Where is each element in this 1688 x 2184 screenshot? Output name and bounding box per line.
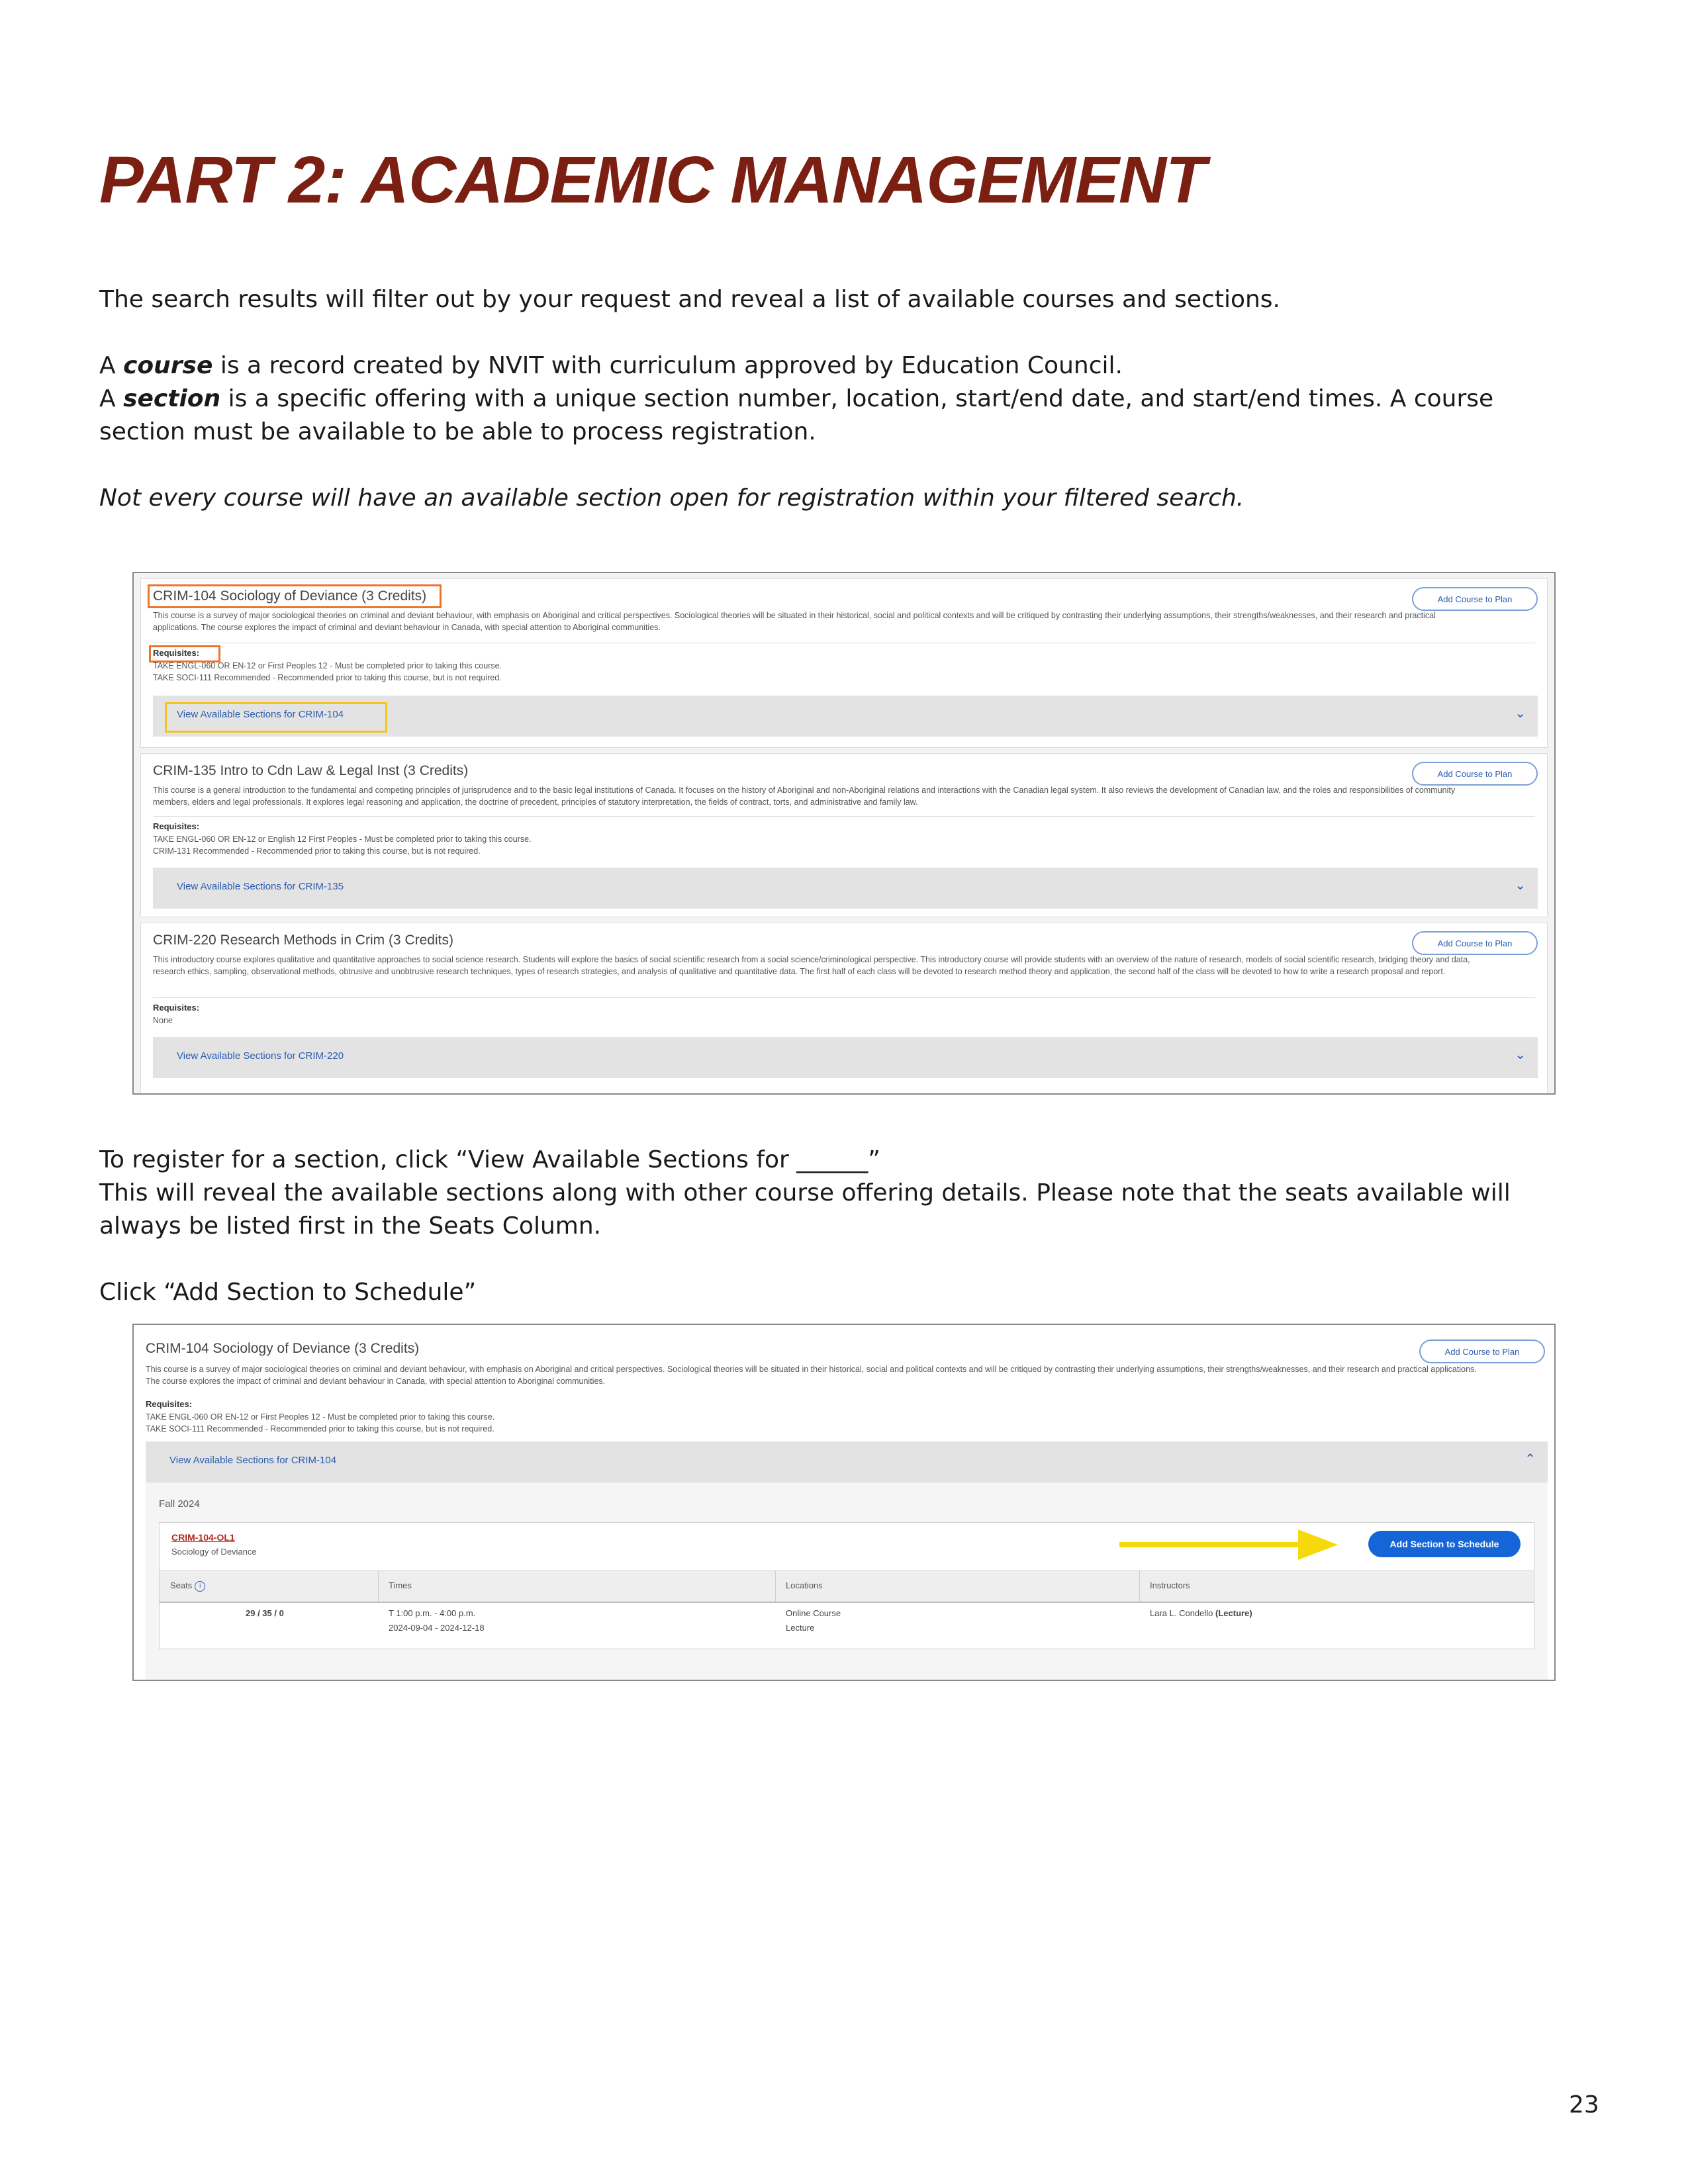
column-header-locations: Locations <box>786 1580 823 1590</box>
chevron-up-icon[interactable]: ⌃ <box>1524 1452 1536 1467</box>
register-detail: This will reveal the available sections along with other course offering details. Please note that the seats available will always be listed first in the Seats Column. <box>99 1179 1511 1240</box>
chevron-down-icon[interactable]: ⌄ <box>1515 706 1526 721</box>
column-header-seats: Seats i <box>170 1580 205 1592</box>
column-header-instructors: Instructors <box>1150 1580 1190 1590</box>
intro-paragraph: The search results will filter out by your request and reveal a list of available courses and sections. <box>99 286 1280 313</box>
click-instruction: Click “Add Section to Schedule” <box>99 1279 477 1306</box>
view-available-sections-link[interactable]: View Available Sections for CRIM-104 <box>169 1455 337 1466</box>
view-link-highlight <box>165 702 387 733</box>
course-title-highlight <box>148 584 442 608</box>
course-title[interactable]: CRIM-104 Sociology of Deviance (3 Credits) <box>146 1341 420 1356</box>
view-available-sections-link[interactable]: View Available Sections for CRIM-104 <box>177 709 344 720</box>
section-term: section <box>123 385 221 412</box>
meeting-dates: 2024-09-04 - 2024-12-18 <box>389 1623 485 1633</box>
course-card-crim-220 <box>140 923 1548 1095</box>
body-text <box>99 283 1575 515</box>
add-course-to-plan-button[interactable]: Add Course to Plan <box>1412 762 1538 786</box>
course-results-screenshot <box>132 572 1556 1095</box>
requisite-item: None <box>153 1016 173 1025</box>
requisite-item: TAKE ENGL-060 OR EN-12 or First Peoples 12 - Must be completed prior to taking this course. <box>153 661 502 670</box>
requisite-item: TAKE ENGL-060 OR EN-12 or English 12 First Peoples - Must be completed prior to taking this course. <box>153 835 532 844</box>
course-description: This course is a survey of major sociological theories on criminal and deviant behaviour, with emphasis on Aboriginal and critical perspectives. Sociological theories will be situated in their historical, social and political contexts and will be critiqued by contrasting their underlying assumptions, their strengths/weaknesses, and their research and practical applications. The course explores the impact of criminal and deviant behaviour in Canada, with special attention to Aboriginal communities. <box>146 1365 1477 1386</box>
meeting-time: T 1:00 p.m. - 4:00 p.m. <box>389 1608 476 1618</box>
view-sections-bar[interactable] <box>153 1037 1538 1078</box>
requisite-item: TAKE SOCI-111 Recommended - Recommended prior to taking this course, but is not required. <box>153 673 502 682</box>
divider <box>153 997 1535 998</box>
info-icon[interactable]: i <box>195 1581 205 1592</box>
add-section-to-schedule-button[interactable]: Add Section to Schedule <box>1368 1531 1521 1557</box>
availability-note: Not every course will have an available section open for registration within your filtered search. <box>99 484 1244 512</box>
course-term: course <box>123 352 213 379</box>
arrow-right-icon <box>1119 1528 1344 1561</box>
course-card-crim-104 <box>140 578 1548 748</box>
column-divider <box>775 1571 776 1602</box>
course-title[interactable]: CRIM-220 Research Methods in Crim (3 Credits) <box>153 933 453 948</box>
course-definition: A course is a record created by NVIT with curriculum approved by Education Council. <box>99 352 1123 379</box>
page-title: PART 2: ACADEMIC MANAGEMENT <box>99 143 1206 217</box>
sections-panel <box>146 1482 1548 1681</box>
view-available-sections-link[interactable]: View Available Sections for CRIM-135 <box>177 881 344 892</box>
course-title[interactable]: CRIM-135 Intro to Cdn Law & Legal Inst (3 Credits) <box>153 763 469 778</box>
column-divider <box>378 1571 379 1602</box>
add-course-to-plan-button[interactable]: Add Course to Plan <box>1412 931 1538 955</box>
requisites-label: Requisites: <box>153 1003 200 1013</box>
course-title[interactable]: CRIM-104 Sociology of Deviance (3 Credits) <box>153 588 427 604</box>
course-description: This course is a general introduction to the fundamental and competing principles of jurisprudence and to the basic legal institutions of Canada. It focuses on the history of Aboriginal and non-Aboriginal relations and interactions with the Canadian legal system. It also reviews the development of Canadian law, and the roles and responsibilities of community members, elders and legal professionals. It explores legal reasoning and application, the doctrine of precedent, principles of statutory interpretation, the fields of contract, torts, and administrative and family law. <box>153 786 1456 807</box>
add-course-to-plan-button[interactable]: Add Course to Plan <box>1419 1340 1545 1363</box>
section-definition: A section is a specific offering with a unique section number, location, start/end date, and start/end times. A course section must be available to be able to process registration. <box>99 385 1494 445</box>
location-value: Online Course <box>786 1608 841 1618</box>
requisite-item: TAKE SOCI-111 Recommended - Recommended prior to taking this course, but is not required. <box>146 1424 494 1433</box>
term-label: Fall 2024 <box>159 1498 200 1510</box>
chevron-down-icon[interactable]: ⌄ <box>1515 878 1526 893</box>
requisites-label: Requisites: <box>146 1399 193 1409</box>
section-code-link[interactable]: CRIM-104-OL1 <box>171 1532 235 1543</box>
requisite-item: CRIM-131 Recommended - Recommended prior to taking this course, but is not required. <box>153 846 481 856</box>
section-details-screenshot <box>132 1324 1556 1681</box>
view-available-sections-link[interactable]: View Available Sections for CRIM-220 <box>177 1050 344 1062</box>
seats-value: 29 / 35 / 0 <box>246 1608 284 1618</box>
chevron-down-icon[interactable]: ⌄ <box>1515 1048 1526 1062</box>
instructor-role: (Lecture) <box>1215 1608 1252 1618</box>
course-card-crim-135 <box>140 753 1548 917</box>
instructor-value: Lara L. Condello (Lecture) <box>1150 1608 1252 1618</box>
table-header <box>160 1570 1534 1603</box>
register-line: To register for a section, click “View Available Sections for ______” <box>99 1146 880 1173</box>
course-description: This course is a survey of major sociological theories on criminal and deviant behaviour, with emphasis on Aboriginal and critical perspectives. Sociological theories will be situated in their historical, social and political contexts and will be critiqued by contrasting their underlying assumptions, their strengths/weaknesses, and their research and practical applications. The course explores the impact of criminal and deviant behaviour in Canada, with special attention to Aboriginal communities. <box>153 611 1436 632</box>
page-number: 23 <box>1569 2091 1599 2118</box>
course-description: This introductory course explores qualitative and quantitative approaches to social science research. Students will explore the basics of social scientific research from a social science/criminological perspective. This introductory course will provide students with an overview of the nature of research, models of social scientific research, bridging theory and data, research ethics, sampling, observational methods, obtrusive and unobtrusive research techniques, types of research strategies, and analysis of qualitative and quantitative data. The first half of each class will be devoted to research method theory and application, the second half of the class will be devoted to how to write a research proposal and report. <box>153 955 1470 976</box>
column-header-times: Times <box>389 1580 412 1590</box>
section-name: Sociology of Deviance <box>171 1547 257 1557</box>
view-sections-bar[interactable] <box>153 868 1538 909</box>
column-divider <box>1139 1571 1140 1602</box>
add-course-to-plan-button[interactable]: Add Course to Plan <box>1412 587 1538 611</box>
requisites-label: Requisites: <box>153 648 200 658</box>
section-card <box>159 1522 1534 1649</box>
location-type: Lecture <box>786 1623 815 1633</box>
view-sections-bar[interactable] <box>146 1441 1548 1482</box>
register-instructions <box>99 1144 1575 1309</box>
requisites-label: Requisites: <box>153 821 200 831</box>
divider <box>153 816 1535 817</box>
requisite-item: TAKE ENGL-060 OR EN-12 or First Peoples 12 - Must be completed prior to taking this course. <box>146 1412 495 1422</box>
view-sections-bar[interactable] <box>153 696 1538 737</box>
